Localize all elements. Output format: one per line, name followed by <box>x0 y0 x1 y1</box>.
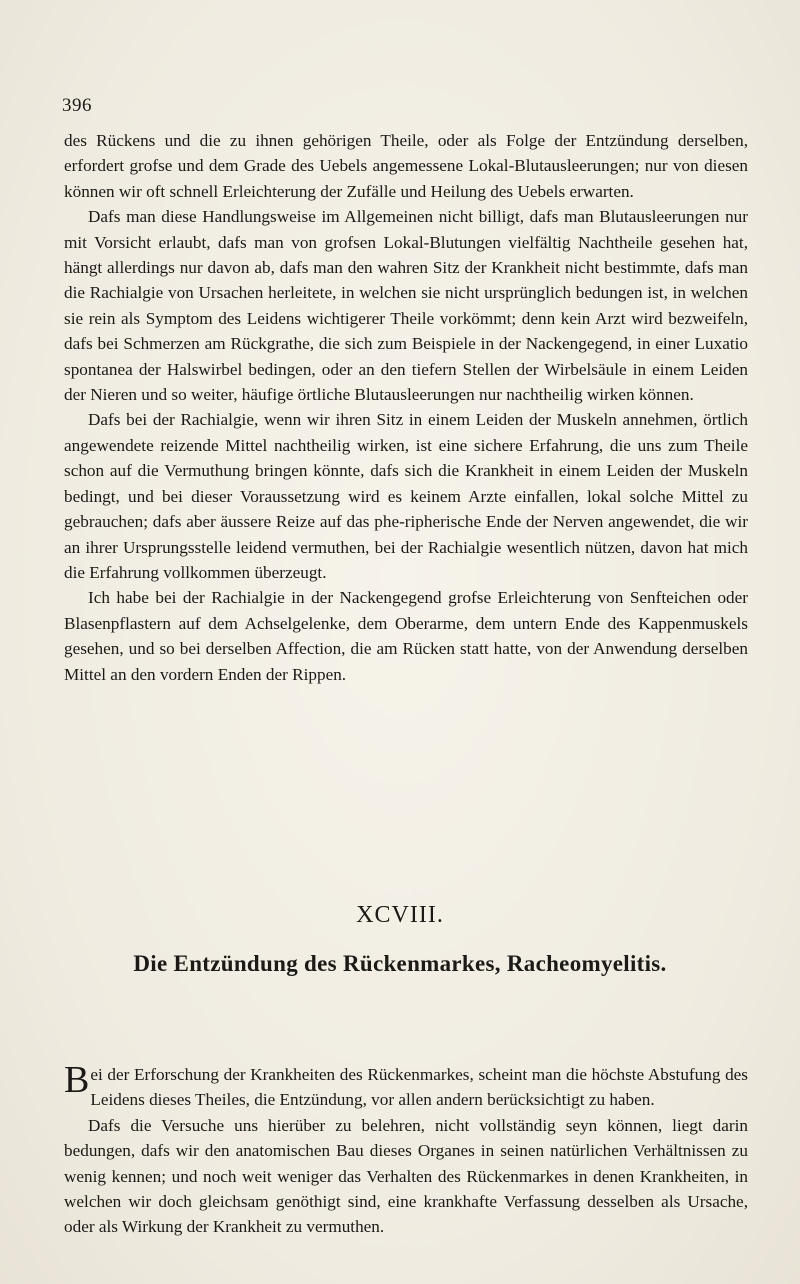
body-text-section-1 <box>64 128 748 687</box>
body-text-section-2 <box>64 1059 748 1240</box>
paragraph: Ich habe bei der Rachialgie in der Nackengegend grofse Erleichterung von Senfteichen oder Blasenpflastern auf dem Achselgelenke, dem Oberarme, dem untern Ende des Kappenmuskels gesehen, und so bei derselben Affection, die am Rücken statt hatte, von der Anwendung derselben Mittel an den vordern Enden der Rippen. <box>64 588 748 684</box>
opening-paragraph <box>64 1059 748 1113</box>
chapter-title: Die Entzündung des Rückenmarkes, Racheomyelitis. <box>133 951 667 976</box>
paragraph: Dafs man diese Handlungsweise im Allgemeinen nicht billigt, dafs man Blutausleerungen nur mit Vorsicht erlaubt, dafs man von grofsen Lokal-Blutungen vielfältig Nachtheile gesehen hat, hängt allerdings nur davon ab, dafs man den wahren Sitz der Krankheit nicht bestimmte, dafs man die Rachialgie von Ursachen herleitete, in welchen sie nicht ursprünglich bedungen ist, in welchen sie rein als Symptom des Leidens wichtigerer Theile vorkömmt; denn kein Arzt wird bezweifeln, dafs bei Schmerzen am Rückgrathe, die sich zum Beispiele in der Nackengegend, in einer Luxatio spontanea der Halswirbel bedingen, oder an den tiefern Stellen der Wirbelsäule in einem Leiden der Nieren und so weiter, häufige örtliche Blutausleerungen nur nachtheilig wirken können. <box>64 207 748 405</box>
chapter-number: XCVIII. <box>356 902 444 928</box>
opening-paragraph-text: ei der Erforschung der Krankheiten des Rückenmarkes, scheint man die höchste Abstufung des Leidens dieses Theiles, die Entzündung, vor allen andern berücksichtigt zu haben. <box>90 1065 748 1110</box>
paragraph: Dafs die Versuche uns hierüber zu belehren, nicht vollständig seyn können, liegt darin bedungen, dafs wir den anatomischen Bau dieses Organes in seinen natürlichen Verhältnissen zu wenig kennen; und noch weit weniger das Verhalten des Rückenmarkes in denen Krankheiten, in welchen wir doch gleichsam genöthigt sind, eine krankhafte Verfassung desselben als Ursache, oder als Wirkung der Krankheit zu vermuthen. <box>64 1115 748 1237</box>
page-number: 396 <box>62 95 92 116</box>
paragraph: Dafs bei der Rachialgie, wenn wir ihren Sitz in einem Leiden der Muskeln annehmen, örtlich angewendete reizende Mittel nachtheilig wirken, ist eine sichere Erfahrung, die uns zum Theile schon auf die Vermuthung bringen könnte, dafs sich die Krankheit in einem Leiden der Muskeln bedingt, und bei dieser Voraussetzung wird es keinem Arzte einfallen, lokal solche Mittel zu gebrauchen; dafs aber äussere Reize auf das phe-ripherische Ende der Nerven angewendet, die wir an ihrer Ursprungsstelle leidend vermuthen, bei der Rachialgie wesentlich nützen, davon hat mich die Erfahrung vollkommen überzeugt. <box>64 410 748 582</box>
paragraph: des Rückens und die zu ihnen gehörigen Theile, oder als Folge der Entzündung derselben, erfordert grofse und dem Grade des Uebels angemessene Lokal-Blutausleerungen; nur von diesen können wir oft schnell Erleichterung der Zufälle und Heilung des Uebels erwarten. <box>64 131 748 201</box>
drop-cap: B <box>64 1059 90 1101</box>
